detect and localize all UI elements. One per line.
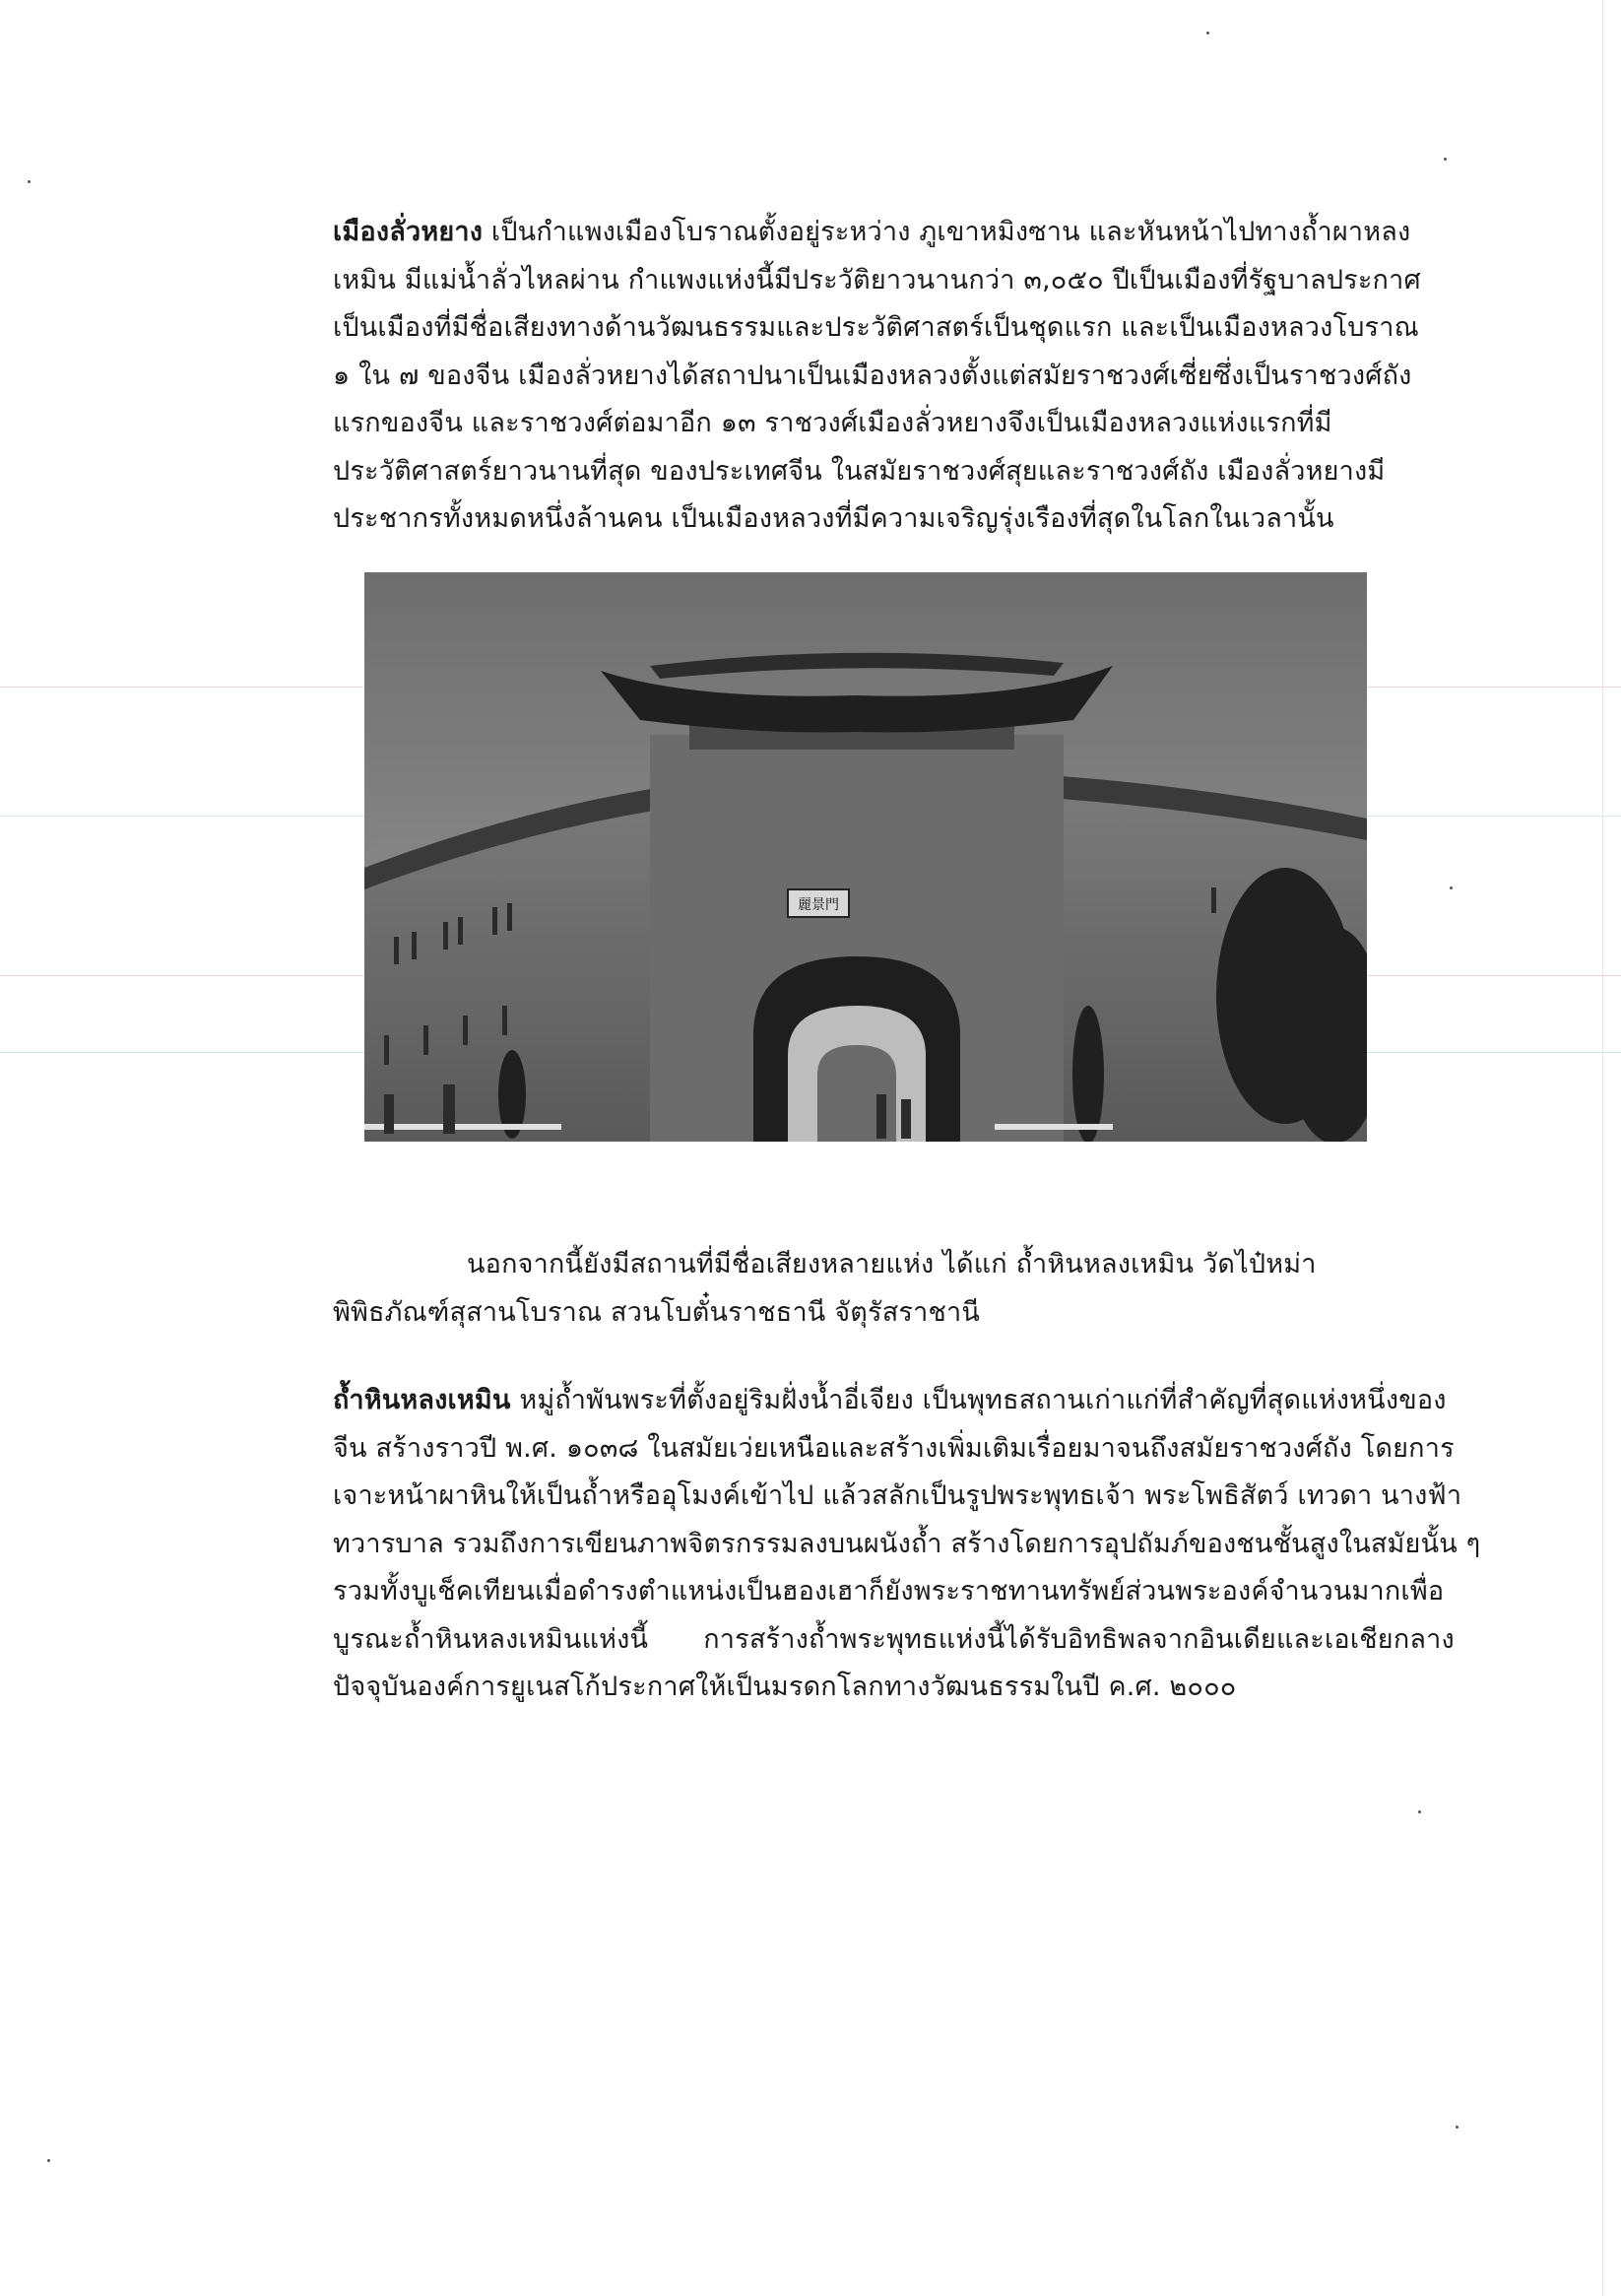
paragraph-line: พิพิธภัณฑ์สุสานโบราณ สวนโบตั๋นราชธานี จัตุรัสราชานี xyxy=(333,1296,980,1328)
scan-speck xyxy=(1450,886,1453,889)
paragraph-line: ๑ ใน ๗ ของจีน เมืองลั่วหยางได้สถาปนาเป็นเมืองหลวงตั้งแต่สมัยราชวงศ์เซี่ยซึ่งเป็นราชวงศ์ถัง xyxy=(333,360,1412,391)
paragraph-text: บูรณะถ้ำหินหลงเหมินแห่งนี้ xyxy=(333,1623,649,1655)
paragraph-heading: ถ้ำหินหลงเหมิน xyxy=(333,1385,511,1415)
paragraph-line xyxy=(333,1377,1447,1425)
paragraph-line: ประวัติศาสตร์ยาวนานที่สุด ของประเทศจีน ในสมัยราชวงศ์สุยและราชวงศ์ถัง เมืองลั่วหยางมี xyxy=(333,455,1386,487)
paragraph-line: รวมทั้งบูเช็คเทียนเมื่อดำรงตำแหน่งเป็นฮองเฮาก็ยังพระราชทานทรัพย์ส่วนพระองค์จำนวนมากเพื่อ xyxy=(333,1576,1445,1607)
paragraph-line xyxy=(333,209,1411,257)
paragraph-heading: เมืองลั่วหยาง xyxy=(333,217,484,247)
city-gate-photo xyxy=(364,572,1367,1142)
gate-plaque-text: 麗景門 xyxy=(798,897,839,913)
scan-edge xyxy=(1602,0,1603,2296)
paragraph-line: เป็นเมืองที่มีชื่อเสียงทางด้านวัฒนธรรมและประวัติศาสตร์เป็นชุดแรก และเป็นเมืองหลวงโบราณ xyxy=(333,312,1419,343)
paragraph-line: ปัจจุบันองค์การยูเนสโก้ประกาศให้เป็นมรดกโลกทางวัฒนธรรมในปี ค.ศ. ๒๐๐๐ xyxy=(333,1672,1237,1702)
scan-speck xyxy=(1418,1810,1421,1813)
paragraph-line: ประชากรทั้งหมดหนึ่งล้านคน เป็นเมืองหลวงที่มีความเจริญรุ่งเรืองที่สุดในโลกในเวลานั้น xyxy=(333,503,1334,534)
scan-speck xyxy=(1206,32,1209,34)
scan-speck xyxy=(47,2159,50,2162)
paragraph-line: นอกจากนี้ยังมีสถานที่มีชื่อเสียงหลายแห่ง ได้แก่ ถ้ำหินหลงเหมิน วัดไป๋หม่า xyxy=(467,1249,1317,1279)
scan-speck xyxy=(1456,2126,1459,2129)
paragraph-text: เป็นกำแพงเมืองโบราณตั้งอยู่ระหว่าง ภูเขาหมิงซาน และหันหน้าไปทางถ้ำผาหลง xyxy=(483,217,1411,247)
paragraph-attractions xyxy=(333,1241,1392,1337)
scan-speck xyxy=(28,180,31,183)
paragraph-line: ทวารบาล รวมถึงการเขียนภาพจิตรกรรมลงบนผนังถ้ำ สร้างโดยการอุปถัมภ์ของชนชั้นสูงในสมัยนั้น ๆ xyxy=(333,1528,1481,1559)
paragraph-line xyxy=(333,1616,1455,1665)
paragraph-text: หมู่ถ้ำพันพระที่ตั้งอยู่ริมฝั่งน้ำอี่เจียง เป็นพุทธสถานเก่าแก่ที่สำคัญที่สุดแห่งหนึ่งของ xyxy=(510,1385,1447,1415)
city-gate-illustration xyxy=(364,572,1367,1142)
scan-speck xyxy=(1444,158,1447,161)
paragraph-line: จีน สร้างราวปี พ.ศ. ๑๐๓๘ ในสมัยเว่ยเหนือและสร้างเพิ่มเติมเรื่อยมาจนถึงสมัยราชวงศ์ถัง โดยการ xyxy=(333,1432,1455,1464)
paragraph-line: แรกของจีน และราชวงศ์ต่อมาอีก ๑๓ ราชวงศ์เมืองลั่วหยางจึงเป็นเมืองหลวงแห่งแรกที่มี xyxy=(333,408,1332,438)
paragraph-line: เหมิน มีแม่น้ำลั่วไหลผ่าน กำแพงแห่งนี้มีประวัติยาวนานกว่า ๓,๐๕๐ ปีเป็นเมืองที่รัฐบาลประกาศ xyxy=(333,264,1421,295)
paragraph-line: เจาะหน้าผาหินให้เป็นถ้ำหรืออุโมงค์เข้าไป แล้วสลักเป็นรูปพระพุทธเจ้า พระโพธิสัตว์ เทวดา นางฟ้า xyxy=(333,1480,1462,1511)
paragraph-luoyang xyxy=(333,209,1421,544)
paragraph-longmen xyxy=(333,1377,1481,1712)
paragraph-text: การสร้างถ้ำพระพุทธแห่งนี้ได้รับอิทธิพลจากอินเดียและเอเชียกลาง xyxy=(703,1623,1455,1655)
